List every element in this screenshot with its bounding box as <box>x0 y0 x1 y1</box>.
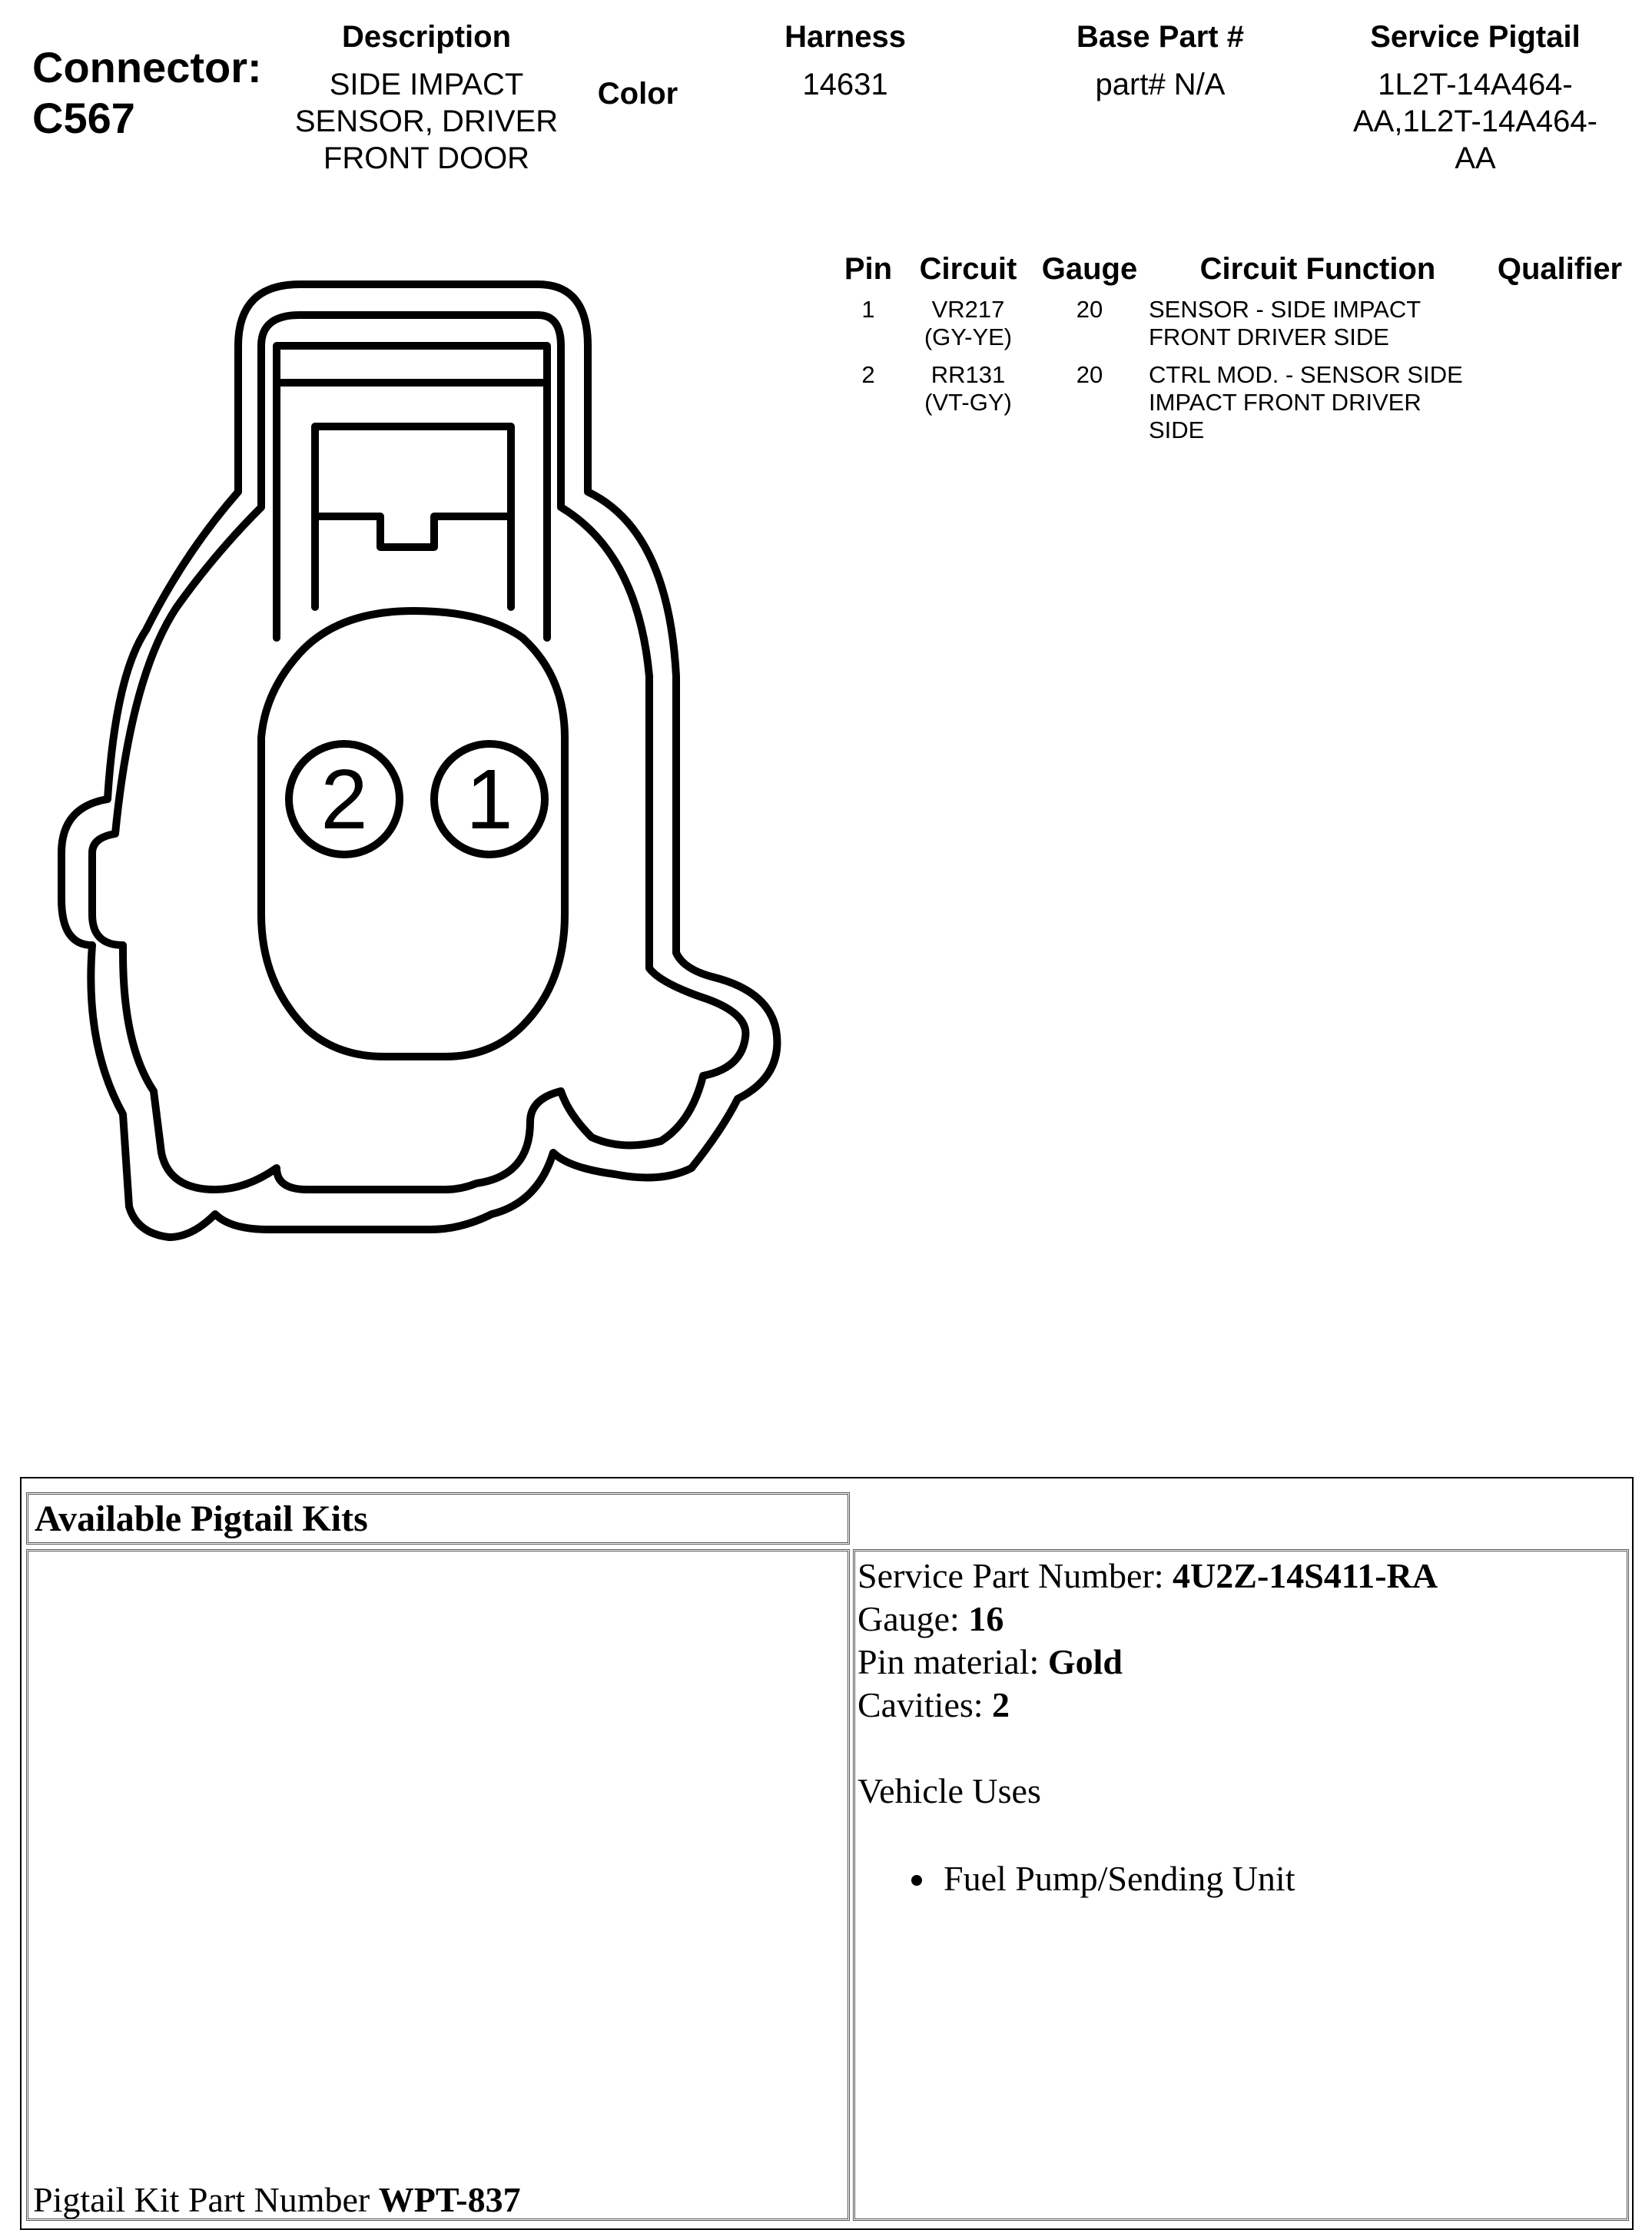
connector-label: Connector: <box>32 43 262 91</box>
service-part-line <box>858 1555 1438 1598</box>
vehicle-use-item <box>911 1857 1438 1900</box>
gauge-header: Gauge <box>1041 252 1138 286</box>
bullet-icon <box>911 1875 922 1886</box>
pin-material-line <box>858 1641 1438 1684</box>
pigtail-kit-box <box>26 1549 850 2221</box>
circuit-cell <box>907 361 1030 416</box>
circuit-header: Circuit <box>919 252 1017 286</box>
pin-material-label: Pin material: <box>858 1642 1048 1681</box>
description-line: SIDE IMPACT <box>329 68 524 101</box>
pin-2-label: 2 <box>320 752 368 847</box>
cavities-line <box>858 1684 1438 1727</box>
function-line: CTRL MOD. - SENSOR SIDE <box>1149 361 1463 388</box>
pin-1-label: 1 <box>466 752 513 847</box>
cavities-label: Cavities: <box>858 1685 993 1724</box>
service-pigtail-header: Service Pigtail <box>1370 20 1581 54</box>
service-pigtail-value <box>1306 66 1644 177</box>
harness-header: Harness <box>785 20 906 54</box>
description-line: SENSOR, DRIVER <box>294 105 559 138</box>
service-pigtail-line: AA <box>1455 141 1496 175</box>
base-part-value: part# N/A <box>1095 68 1226 101</box>
circuit-color: (VT-GY) <box>924 389 1012 416</box>
description-line: FRONT DOOR <box>323 141 530 175</box>
function-line: FRONT DRIVER SIDE <box>1149 324 1389 350</box>
pin-material-value: Gold <box>1047 1642 1123 1681</box>
connector-id: C567 <box>32 94 135 142</box>
color-header: Color <box>597 77 678 111</box>
base-part-header: Base Part # <box>1076 20 1244 54</box>
gauge-label: Gauge: <box>858 1599 969 1638</box>
gauge-cell: 20 <box>1076 296 1103 323</box>
latch-notch <box>315 516 511 547</box>
harness-value: 14631 <box>802 68 888 101</box>
vehicle-uses-label: Vehicle Uses <box>858 1771 1041 1810</box>
pigtail-details <box>858 1555 1438 1900</box>
vehicle-use-text: Fuel Pump/Sending Unit <box>944 1859 1295 1898</box>
function-line: IMPACT FRONT DRIVER <box>1149 389 1421 416</box>
pigtail-details-box <box>853 1549 1629 2221</box>
pin-number: 2 <box>861 361 875 388</box>
circuit-code: RR131 <box>930 361 1006 388</box>
description-header: Description <box>341 20 512 54</box>
circuit-function-header: Circuit Function <box>1199 252 1436 286</box>
service-pigtail-line: AA,1L2T-14A464- <box>1353 105 1597 138</box>
circuit-cell <box>907 296 1030 351</box>
pigtail-kits-title-box <box>26 1492 850 1545</box>
circuit-code: VR217 <box>931 296 1005 323</box>
kit-part-number: WPT-837 <box>378 2180 521 2219</box>
cavities-value: 2 <box>992 1685 1010 1724</box>
service-part-label: Service Part Number: <box>858 1556 1173 1595</box>
pin-number: 1 <box>861 296 875 323</box>
circuit-color: (GY-YE) <box>924 324 1013 350</box>
function-cell <box>1149 296 1494 351</box>
kit-part-label: Pigtail Kit Part Number <box>33 2180 379 2219</box>
service-part-value: 4U2Z-14S411-RA <box>1173 1556 1438 1595</box>
pigtail-kit-part-line <box>33 2179 521 2222</box>
connector-face-diagram <box>0 0 830 1306</box>
pin-header: Pin <box>844 252 893 286</box>
gauge-value: 16 <box>968 1599 1004 1638</box>
pigtail-kits-title: Available Pigtail Kits <box>35 1498 368 1539</box>
service-pigtail-line: 1L2T-14A464- <box>1378 68 1573 101</box>
gauge-line <box>858 1598 1438 1641</box>
function-cell <box>1149 361 1494 444</box>
gauge-cell: 20 <box>1076 361 1103 388</box>
function-line: SENSOR - SIDE IMPACT <box>1149 296 1421 323</box>
pin-cavity-body <box>261 611 565 1057</box>
qualifier-header: Qualifier <box>1497 252 1623 286</box>
function-line: SIDE <box>1149 416 1205 443</box>
